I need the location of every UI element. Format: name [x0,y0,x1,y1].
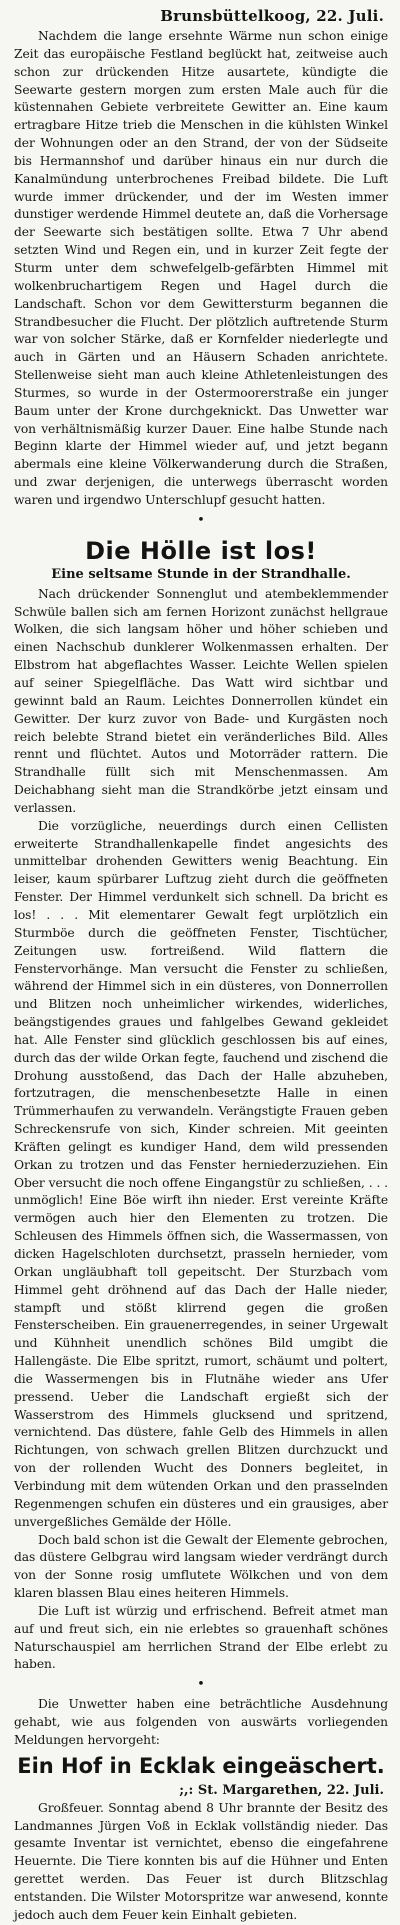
article-body-paragraph: Nachdem die lange ersehnte Wärme nun schon einige Zeit das europäische Festland beglückt hat, zeitweise auch schon zur drückenden Hitze ausartete, kündigte die Seewarte gestern morgen zum ersten Male auch für die küstennahen Gebiete verbreitete Gewitter an. Eine kaum ertragbare Hitze trieb die Menschen in die kühlsten Winkel der Wohnungen oder an den Strand, der von der Südseite bis Hermannshof und darüber hinaus ein nur durch die Kanalmündung unterbrochenes Freibad bildete. Die Luft wurde immer drückender, und der im Westen immer dunstiger werdende Himmel deutete an, daß die Vorhersage der Seewarte sich bestätigen sollte. Etwa 7 Uhr abend setzten Wind und Regen ein, und in kurzer Zeit fegte der Sturm unter dem schwefelgelb-gefärbten Himmel mit wolkenbruchartigem Regen und Hagel durch die Landschaft. Schon vor dem Gewittersturm begannen die Strandbesucher die Flucht. Der plötzlich auftretende Sturm war von solcher Stärke, daß er Kornfelder niederlegte und auch in Gärten und an Häusern Schaden anrichtete. Stellenweise sieht man auch kleine Athletenleistungen des Sturmes, so wurde in der Ostermoorerstraße ein junger Baum unter der Krone durchgeknickt. Das Unwetter war von verhältnismäßig kurzer Dauer. Eine halbe Stunde nach Beginn klarte der Himmel wieder auf, und jetzt begann abermals eine kleine Völkerwanderung durch die Straßen, und zwar derjenigen, die unterwegs überrascht worden waren und irgendwo Unterschlupf gesucht hatten. [14,29,388,507]
article-dateline: Brunsbüttelkoog, 22. Juli. [160,7,384,25]
section-separator: • [197,512,205,528]
article-headline: Die Hölle ist los! [85,536,317,565]
article-body-paragraph: Die Luft ist würzig und erfrischend. Befreit atmet man auf und freut sich, ein nie erlebtes so grauenhaft schönes Naturschauspiel am herrlichen Strand der Elbe erlebt zu haben. [14,1603,388,1672]
section-separator: • [197,1677,205,1693]
article-headline: Ein Hof in Ecklak eingeäschert. [17,1753,385,1778]
article-body-paragraph: Nach drückender Sonnenglut und atembeklemmender Schwüle ballen sich am fernen Horizont zunächst hellgraue Wolken, die sich langsam höher und höher schieben und einen Nachschub dunklerer Wolkenmassen erhalten. Der Elbstrom hat abgeflachtes Wasser. Leichte Wellen spielen auf seiner Spiegelfläche. Das Watt wird sichtbar und gewinnt bald an Raum. Leichtes Donnerrollen kündet ein Gewitter. Der kurz zuvor von Bade- und Kurgästen noch reich belebte Strand bietet ein veränderliches Bild. Alles rennt und flüchtet. Autos und Motorräder rattern. Die Strandhalle füllt sich mit Menschenmassen. Am Deichabhang sieht man die Strandkörbe jetzt einsam und verlassen. [14,586,388,815]
article-body-paragraph: Doch bald schon ist die Gewalt der Elemente gebrochen, das düstere Gelbgrau wird langsam wieder verdrängt durch von der Sonne rosig umflutete Wölkchen und von dem klaren blassen Blau eines heiteren Himmels. [14,1532,388,1601]
article-body-paragraph: Die vorzügliche, neuerdings durch einen Cellisten erweiterte Strandhallenkapelle findet angesichts des unmittelbar drohenden Gewitters wenig Beachtung. Ein leiser, kaum spürbarer Luftzug zieht durch die geöffneten Fenster. Der Himmel verdunkelt sich schnell. Da bricht es los! . . . Mit elementarer Gewalt fegt urplötzlich ein Sturmböe durch die geöffneten Fenster, Tischtücher, Zeitungen usw. fortreißend. Wild flattern die Fenstervorhänge. Man versucht die Fenster zu schließen, während der Himmel sich in ein düsteres, von Donnerrollen und Blitzen noch unheimlicher wirkendes, widerliches, beängstigendes graues und fahlgelbes Gewand gekleidet hat. Alle Fenster sind glücklich geschlossen bis auf eines, durch das der wilde Orkan fegte, fauchend und zischend die Drohung ausstoßend, das Dach der Halle abzuheben, fortzutragen, die menschenbesetzte Halle in einen Trümmerhaufen zu verwandeln. Verängstigte Frauen geben Schreckensrufe von sich, Kinder schreien. Mit geeinten Kräften gelingt es kundiger Hand, dem wild pressenden Orkan zu trotzen und das Fenster herniederzuziehen. Ein Ober versucht die noch offene Eingangstür zu schließen, . . . unmöglich! Eine Böe wirft ihn nieder. Erst vereinte Kräfte vermögen auch hier den Elementen zu trotzen. Die Schleusen des Himmels öffnen sich, die Wassermassen, von dicken Hagelschloten durchsetzt, prasseln hernieder, vom Orkan ungläubhaft toll gepeitscht. Der Sturzbach vom Himmel geht dröhnend auf das Dach der Halle nieder, stampft und stößt klirrend gegen die großen Fensterscheiben. Ein grauenerregendes, in seiner Urgewalt und Kühnheit unendlich schönes Bild umgibt die Hallengäste. Die Elbe spritzt, rumort, schäumt und poltert, die Wassermengen bis in Flutnähe wieder ans Ufer pressend. Ueber die Landschaft ergießt sich der Wasserstrom des Himmels glucksend und spritzend, vernichtend. Das düstere, fahle Gelb des Himmels in allen Richtungen, von schwach grellen Blitzen durchzuckt und von der rollenden Wucht des Donners begleitet, in Verbindung mit dem wütenden Orkan und den prasselnden Regenmengen schufen ein düsteres und ein grausiges, aber unvergeßliches Gemälde der Hölle. [14,818,388,1529]
transition-paragraph: Die Unwetter haben eine beträchtliche Ausdehnung gehabt, wie aus folgenden von auswärts vorliegenden Meldungen hervorgeht: [14,1697,388,1747]
article-dateline: ;,: St. Margarethen, 22. Juli. [179,1782,384,1798]
article-subheadline: Eine seltsame Stunde in der Strandhalle. [51,566,351,582]
article-body-paragraph: Großfeuer. Sonntag abend 8 Uhr brannte der Besitz des Landmannes Jürgen Voß in Ecklak vollständig nieder. Das gesamte Inventar ist vernichtet, ebenso die eingefahrene Heuernte. Die Tiere konnten bis auf die Hühner und Enten gerettet werden. Das Feuer ist durch Blitzschlag entstanden. Die Wilster Motorspritze war anwesend, konnte jedoch auch dem Feuer kein Einhalt gebieten. [14,1800,388,1922]
